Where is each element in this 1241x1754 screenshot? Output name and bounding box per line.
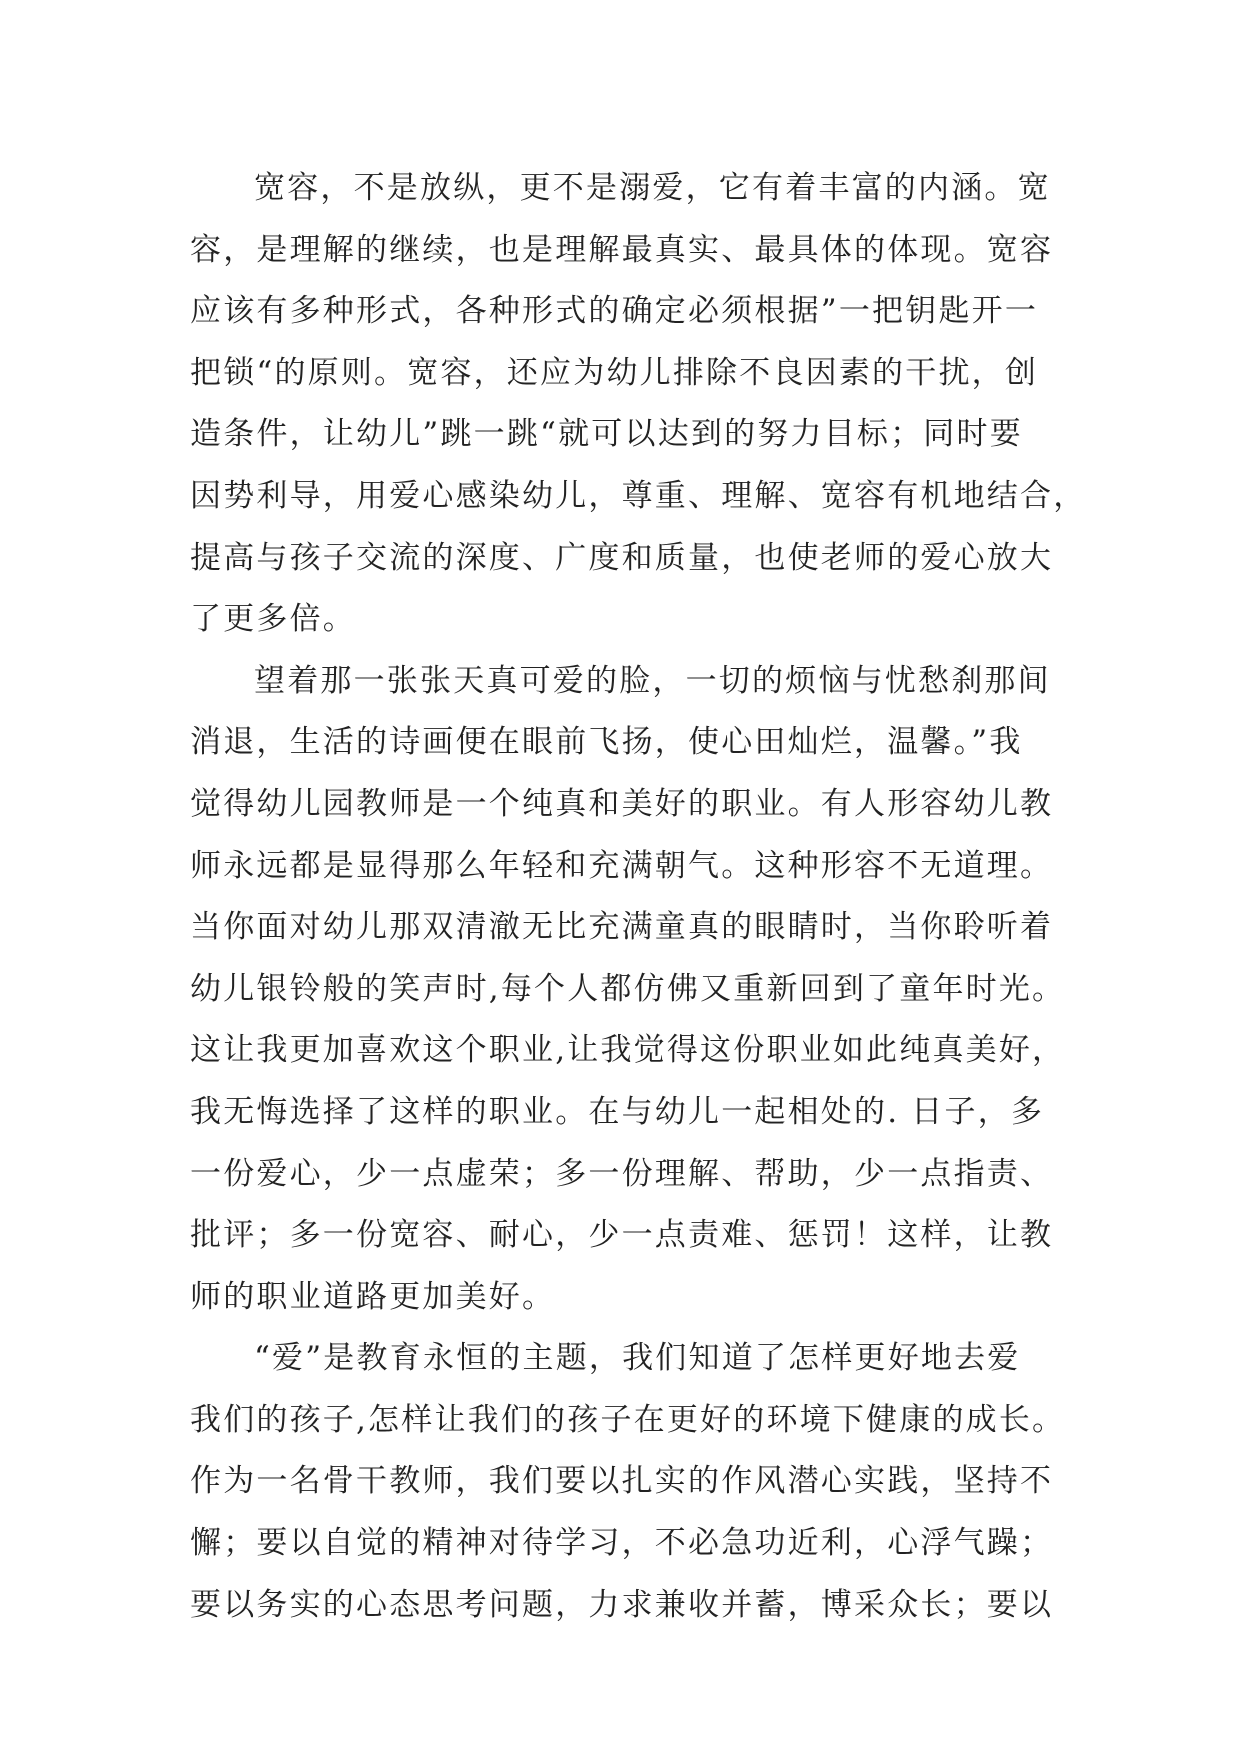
paragraph-2-line-11: 师的职业道路更加美好。 [190,1278,556,1315]
paragraph-1-line-5: 造条件，让幼儿”跳一跳“就可以达到的努力目标；同时要 [190,416,1023,453]
document-body [190,158,1087,1636]
paragraph-2-line-6: 幼儿银铃般的笑声时,每个人都仿佛又重新回到了童年时光。 [190,970,1066,1007]
paragraph-2-line-9: 一份爱心，少一点虚荣；多一份理解、帮助，少一点指责、 [190,1155,1054,1192]
paragraph-2-line-8: 我无悔选择了这样的职业。在与幼儿一起相处的. 日子，多 [190,1093,1045,1130]
paragraph-1-line-3: 应该有多种形式，各种形式的确定必须根据”一把钥匙开一 [190,293,1039,330]
paragraph-2-line-2: 消退，生活的诗画便在眼前飞扬，使心田灿烂，温馨。”我 [190,724,1023,761]
paragraph-1-line-6: 因势利导，用爱心感染幼儿，尊重、理解、宽容有机地结合， [190,477,1087,514]
paragraph-1-line-1: 宽容，不是放纵，更不是溺爱，它有着丰富的内涵。宽 [254,170,1051,206]
paragraph-2-line-10: 批评；多一份宽容、耐心，少一点责难、惩罚！这样，让教 [190,1217,1054,1254]
paragraph-2-line-4: 师永远都是显得那么年轻和充满朝气。这种形容不无道理。 [190,847,1054,884]
paragraph-1-line-7: 提高与孩子交流的深度、广度和质量，也使老师的爱心放大 [190,539,1054,576]
paragraph-3-line-3: 作为一名骨干教师，我们要以扎实的作风潜心实践，坚持不 [190,1463,1054,1500]
paragraph-2-line-3: 觉得幼儿园教师是一个纯真和美好的职业。有人形容幼儿教 [190,785,1054,822]
paragraph-3-line-2: 我们的孩子,怎样让我们的孩子在更好的环境下健康的成长。 [190,1401,1066,1438]
paragraph-1-line-2: 容，是理解的继续，也是理解最真实、最具体的体现。宽容 [190,231,1054,268]
paragraph-3-line-4: 懈；要以自觉的精神对待学习，不必急功近利，心浮气躁； [190,1525,1054,1562]
paragraph-2-line-5: 当你面对幼儿那双清澈无比充满童真的眼睛时，当你聆听着 [190,909,1054,946]
paragraph-1-line-4: 把锁“的原则。宽容，还应为幼儿排除不良因素的干扰，创 [190,354,1039,391]
paragraph-1-line-8: 了更多倍。 [190,601,356,638]
paragraph-3-line-1: “爱”是教育永恒的主题，我们知道了怎样更好地去爱 [254,1340,1021,1377]
paragraph-3-line-5: 要以务实的心态思考问题，力求兼收并蓄，博采众长；要以 [190,1586,1054,1623]
paragraph-2-line-7: 这让我更加喜欢这个职业,让我觉得这份职业如此纯真美好， [190,1032,1066,1069]
paragraph-2-line-1: 望着那一张张天真可爱的脸，一切的烦恼与忧愁刹那间 [254,662,1051,699]
